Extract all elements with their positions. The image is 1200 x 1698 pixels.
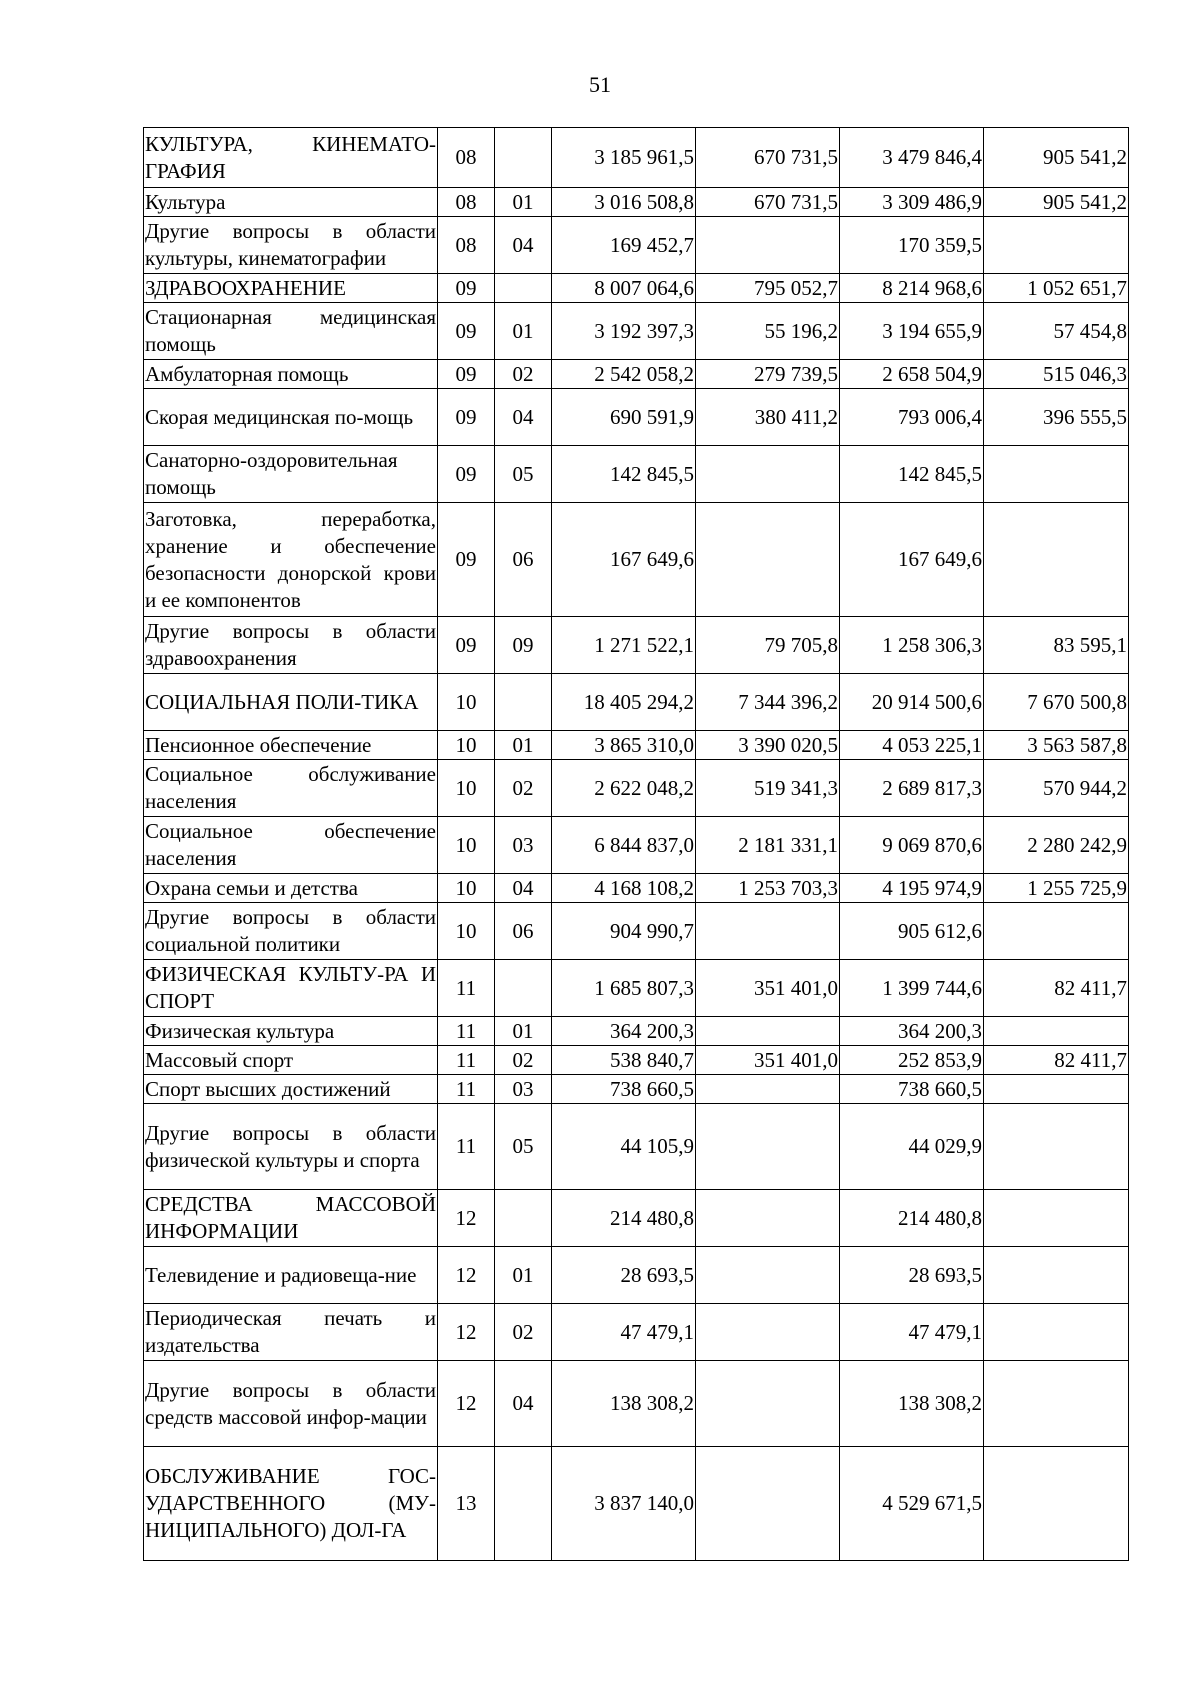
section-code-cell: 10 — [438, 674, 495, 731]
row-name-cell: Спорт высших достижений — [144, 1075, 438, 1104]
value-4-cell: 905 541,2 — [984, 188, 1129, 217]
value-1-cell: 1 685 807,3 — [552, 960, 696, 1017]
value-1-cell: 28 693,5 — [552, 1247, 696, 1304]
value-4-cell — [984, 1190, 1129, 1247]
value-2-cell — [696, 1304, 840, 1361]
value-4-cell: 57 454,8 — [984, 303, 1129, 360]
subsection-code-cell — [495, 1190, 552, 1247]
value-4-cell — [984, 1361, 1129, 1447]
budget-table — [143, 127, 1129, 1561]
value-1-cell: 3 865 310,0 — [552, 731, 696, 760]
value-4-cell — [984, 1304, 1129, 1361]
table-row — [144, 128, 1129, 188]
value-4-cell: 7 670 500,8 — [984, 674, 1129, 731]
section-code-cell: 12 — [438, 1190, 495, 1247]
row-name-cell: Другие вопросы в области социальной политики — [144, 903, 438, 960]
table-row — [144, 1190, 1129, 1247]
value-2-cell: 519 341,3 — [696, 760, 840, 817]
value-3-cell: 3 194 655,9 — [840, 303, 984, 360]
value-4-cell: 83 595,1 — [984, 617, 1129, 674]
section-code-cell: 09 — [438, 446, 495, 503]
value-2-cell — [696, 1104, 840, 1190]
subsection-code-cell: 04 — [495, 874, 552, 903]
value-3-cell: 793 006,4 — [840, 389, 984, 446]
value-3-cell: 3 309 486,9 — [840, 188, 984, 217]
section-code-cell: 10 — [438, 731, 495, 760]
value-2-cell: 351 401,0 — [696, 960, 840, 1017]
subsection-code-cell: 06 — [495, 503, 552, 617]
section-code-cell: 08 — [438, 217, 495, 274]
value-2-cell: 7 344 396,2 — [696, 674, 840, 731]
table-row — [144, 1017, 1129, 1046]
row-name-cell: ЗДРАВООХРАНЕНИЕ — [144, 274, 438, 303]
table-row — [144, 503, 1129, 617]
section-code-cell: 10 — [438, 874, 495, 903]
value-4-cell — [984, 1017, 1129, 1046]
value-2-cell: 1 253 703,3 — [696, 874, 840, 903]
section-code-cell: 11 — [438, 960, 495, 1017]
value-4-cell — [984, 1247, 1129, 1304]
section-code-cell: 10 — [438, 903, 495, 960]
subsection-code-cell — [495, 674, 552, 731]
subsection-code-cell: 05 — [495, 1104, 552, 1190]
value-3-cell: 170 359,5 — [840, 217, 984, 274]
value-2-cell: 279 739,5 — [696, 360, 840, 389]
subsection-code-cell: 03 — [495, 817, 552, 874]
value-4-cell: 1 255 725,9 — [984, 874, 1129, 903]
section-code-cell: 09 — [438, 274, 495, 303]
value-4-cell: 570 944,2 — [984, 760, 1129, 817]
row-name-cell: Другие вопросы в области физической культуры и спорта — [144, 1104, 438, 1190]
value-3-cell: 47 479,1 — [840, 1304, 984, 1361]
row-name-cell: Телевидение и радиовеща-ние — [144, 1247, 438, 1304]
section-code-cell: 12 — [438, 1304, 495, 1361]
section-code-cell: 11 — [438, 1046, 495, 1075]
value-4-cell: 2 280 242,9 — [984, 817, 1129, 874]
row-name-cell: Стационарная медицинская помощь — [144, 303, 438, 360]
value-4-cell: 1 052 651,7 — [984, 274, 1129, 303]
value-2-cell — [696, 1447, 840, 1561]
subsection-code-cell: 01 — [495, 188, 552, 217]
section-code-cell: 08 — [438, 188, 495, 217]
value-3-cell: 3 479 846,4 — [840, 128, 984, 188]
table-row — [144, 731, 1129, 760]
row-name-cell: СРЕДСТВА МАССОВОЙ ИНФОРМАЦИИ — [144, 1190, 438, 1247]
value-2-cell — [696, 1190, 840, 1247]
subsection-code-cell: 01 — [495, 731, 552, 760]
value-4-cell — [984, 1104, 1129, 1190]
section-code-cell: 09 — [438, 303, 495, 360]
value-3-cell: 364 200,3 — [840, 1017, 984, 1046]
value-1-cell: 4 168 108,2 — [552, 874, 696, 903]
table-row — [144, 1247, 1129, 1304]
subsection-code-cell: 09 — [495, 617, 552, 674]
value-2-cell — [696, 217, 840, 274]
row-name-cell: Другие вопросы в области здравоохранения — [144, 617, 438, 674]
table-row — [144, 360, 1129, 389]
table-row — [144, 817, 1129, 874]
value-2-cell: 670 731,5 — [696, 128, 840, 188]
value-3-cell: 167 649,6 — [840, 503, 984, 617]
value-4-cell — [984, 446, 1129, 503]
table-row — [144, 903, 1129, 960]
table-row — [144, 217, 1129, 274]
section-code-cell: 08 — [438, 128, 495, 188]
row-name-cell: Скорая медицинская по-мощь — [144, 389, 438, 446]
table-row — [144, 1046, 1129, 1075]
table-row — [144, 1361, 1129, 1447]
row-name-cell: СОЦИАЛЬНАЯ ПОЛИ-ТИКА — [144, 674, 438, 731]
table-row — [144, 874, 1129, 903]
value-1-cell: 2 542 058,2 — [552, 360, 696, 389]
value-3-cell: 4 053 225,1 — [840, 731, 984, 760]
value-4-cell — [984, 1075, 1129, 1104]
section-code-cell: 12 — [438, 1361, 495, 1447]
subsection-code-cell: 03 — [495, 1075, 552, 1104]
subsection-code-cell: 02 — [495, 1046, 552, 1075]
row-name-cell: Культура — [144, 188, 438, 217]
row-name-cell: КУЛЬТУРА, КИНЕМАТО-ГРАФИЯ — [144, 128, 438, 188]
row-name-cell: Заготовка, переработка, хранение и обеспечение безопасности донорской крови и ее компонентов — [144, 503, 438, 617]
table-row — [144, 389, 1129, 446]
value-2-cell — [696, 1075, 840, 1104]
value-1-cell: 169 452,7 — [552, 217, 696, 274]
value-3-cell: 4 529 671,5 — [840, 1447, 984, 1561]
value-1-cell: 8 007 064,6 — [552, 274, 696, 303]
value-1-cell: 2 622 048,2 — [552, 760, 696, 817]
value-3-cell: 214 480,8 — [840, 1190, 984, 1247]
value-4-cell: 515 046,3 — [984, 360, 1129, 389]
table-row — [144, 303, 1129, 360]
row-name-cell: Другие вопросы в области средств массовой инфор-мации — [144, 1361, 438, 1447]
value-4-cell: 396 555,5 — [984, 389, 1129, 446]
value-3-cell: 20 914 500,6 — [840, 674, 984, 731]
section-code-cell: 10 — [438, 760, 495, 817]
value-2-cell — [696, 446, 840, 503]
subsection-code-cell — [495, 274, 552, 303]
value-2-cell: 380 411,2 — [696, 389, 840, 446]
subsection-code-cell: 01 — [495, 1247, 552, 1304]
subsection-code-cell: 04 — [495, 217, 552, 274]
row-name-cell: Периодическая печать и издательства — [144, 1304, 438, 1361]
value-3-cell: 28 693,5 — [840, 1247, 984, 1304]
table-row — [144, 617, 1129, 674]
row-name-cell: Санаторно-оздоровительная помощь — [144, 446, 438, 503]
value-4-cell — [984, 217, 1129, 274]
table-row — [144, 1304, 1129, 1361]
value-2-cell: 670 731,5 — [696, 188, 840, 217]
row-name-cell: Пенсионное обеспечение — [144, 731, 438, 760]
section-code-cell: 09 — [438, 389, 495, 446]
value-3-cell: 1 258 306,3 — [840, 617, 984, 674]
row-name-cell: Охрана семьи и детства — [144, 874, 438, 903]
value-4-cell: 82 411,7 — [984, 960, 1129, 1017]
table-row — [144, 446, 1129, 503]
value-2-cell: 351 401,0 — [696, 1046, 840, 1075]
subsection-code-cell: 05 — [495, 446, 552, 503]
section-code-cell: 13 — [438, 1447, 495, 1561]
row-name-cell: Социальное обеспечение населения — [144, 817, 438, 874]
value-4-cell — [984, 903, 1129, 960]
subsection-code-cell: 06 — [495, 903, 552, 960]
section-code-cell: 09 — [438, 360, 495, 389]
value-3-cell: 905 612,6 — [840, 903, 984, 960]
table-row — [144, 674, 1129, 731]
value-2-cell: 79 705,8 — [696, 617, 840, 674]
section-code-cell: 11 — [438, 1017, 495, 1046]
row-name-cell: Массовый спорт — [144, 1046, 438, 1075]
value-1-cell: 738 660,5 — [552, 1075, 696, 1104]
value-4-cell: 82 411,7 — [984, 1046, 1129, 1075]
value-1-cell: 142 845,5 — [552, 446, 696, 503]
value-3-cell: 738 660,5 — [840, 1075, 984, 1104]
table-row — [144, 760, 1129, 817]
subsection-code-cell: 02 — [495, 360, 552, 389]
value-1-cell: 138 308,2 — [552, 1361, 696, 1447]
subsection-code-cell: 01 — [495, 1017, 552, 1046]
value-4-cell: 3 563 587,8 — [984, 731, 1129, 760]
row-name-cell: Амбулаторная помощь — [144, 360, 438, 389]
table-row — [144, 1447, 1129, 1561]
table-row — [144, 1104, 1129, 1190]
row-name-cell: ФИЗИЧЕСКАЯ КУЛЬТУ-РА И СПОРТ — [144, 960, 438, 1017]
value-3-cell: 4 195 974,9 — [840, 874, 984, 903]
value-3-cell: 8 214 968,6 — [840, 274, 984, 303]
subsection-code-cell: 04 — [495, 1361, 552, 1447]
value-1-cell: 3 185 961,5 — [552, 128, 696, 188]
subsection-code-cell: 04 — [495, 389, 552, 446]
value-4-cell — [984, 503, 1129, 617]
value-1-cell: 364 200,3 — [552, 1017, 696, 1046]
section-code-cell: 12 — [438, 1247, 495, 1304]
section-code-cell: 09 — [438, 503, 495, 617]
subsection-code-cell: 02 — [495, 760, 552, 817]
row-name-cell: ОБСЛУЖИВАНИЕ ГОС-УДАРСТВЕННОГО (МУ-НИЦИПАЛЬНОГО) ДОЛ-ГА — [144, 1447, 438, 1561]
value-1-cell: 3 837 140,0 — [552, 1447, 696, 1561]
subsection-code-cell: 02 — [495, 1304, 552, 1361]
value-1-cell: 214 480,8 — [552, 1190, 696, 1247]
table-body — [144, 128, 1129, 1561]
value-2-cell: 3 390 020,5 — [696, 731, 840, 760]
value-3-cell: 9 069 870,6 — [840, 817, 984, 874]
subsection-code-cell — [495, 1447, 552, 1561]
table-row — [144, 188, 1129, 217]
section-code-cell: 11 — [438, 1104, 495, 1190]
value-2-cell: 795 052,7 — [696, 274, 840, 303]
subsection-code-cell — [495, 960, 552, 1017]
table-row — [144, 274, 1129, 303]
value-2-cell — [696, 1361, 840, 1447]
value-3-cell: 44 029,9 — [840, 1104, 984, 1190]
value-1-cell: 47 479,1 — [552, 1304, 696, 1361]
value-1-cell: 904 990,7 — [552, 903, 696, 960]
value-2-cell: 2 181 331,1 — [696, 817, 840, 874]
page-number: 51 — [589, 72, 611, 97]
value-1-cell: 538 840,7 — [552, 1046, 696, 1075]
value-2-cell — [696, 1247, 840, 1304]
value-1-cell: 3 192 397,3 — [552, 303, 696, 360]
row-name-cell: Другие вопросы в области культуры, кинематографии — [144, 217, 438, 274]
value-3-cell: 1 399 744,6 — [840, 960, 984, 1017]
value-1-cell: 167 649,6 — [552, 503, 696, 617]
section-code-cell: 09 — [438, 617, 495, 674]
value-1-cell: 1 271 522,1 — [552, 617, 696, 674]
subsection-code-cell: 01 — [495, 303, 552, 360]
value-1-cell: 690 591,9 — [552, 389, 696, 446]
value-4-cell: 905 541,2 — [984, 128, 1129, 188]
value-1-cell: 44 105,9 — [552, 1104, 696, 1190]
value-3-cell: 138 308,2 — [840, 1361, 984, 1447]
section-code-cell: 11 — [438, 1075, 495, 1104]
value-2-cell: 55 196,2 — [696, 303, 840, 360]
value-4-cell — [984, 1447, 1129, 1561]
table-row — [144, 960, 1129, 1017]
value-3-cell: 2 658 504,9 — [840, 360, 984, 389]
value-3-cell: 252 853,9 — [840, 1046, 984, 1075]
row-name-cell: Физическая культура — [144, 1017, 438, 1046]
value-2-cell — [696, 503, 840, 617]
table-row — [144, 1075, 1129, 1104]
section-code-cell: 10 — [438, 817, 495, 874]
value-1-cell: 18 405 294,2 — [552, 674, 696, 731]
value-2-cell — [696, 1017, 840, 1046]
value-2-cell — [696, 903, 840, 960]
value-3-cell: 142 845,5 — [840, 446, 984, 503]
value-3-cell: 2 689 817,3 — [840, 760, 984, 817]
value-1-cell: 3 016 508,8 — [552, 188, 696, 217]
value-1-cell: 6 844 837,0 — [552, 817, 696, 874]
row-name-cell: Социальное обслуживание населения — [144, 760, 438, 817]
subsection-code-cell — [495, 128, 552, 188]
